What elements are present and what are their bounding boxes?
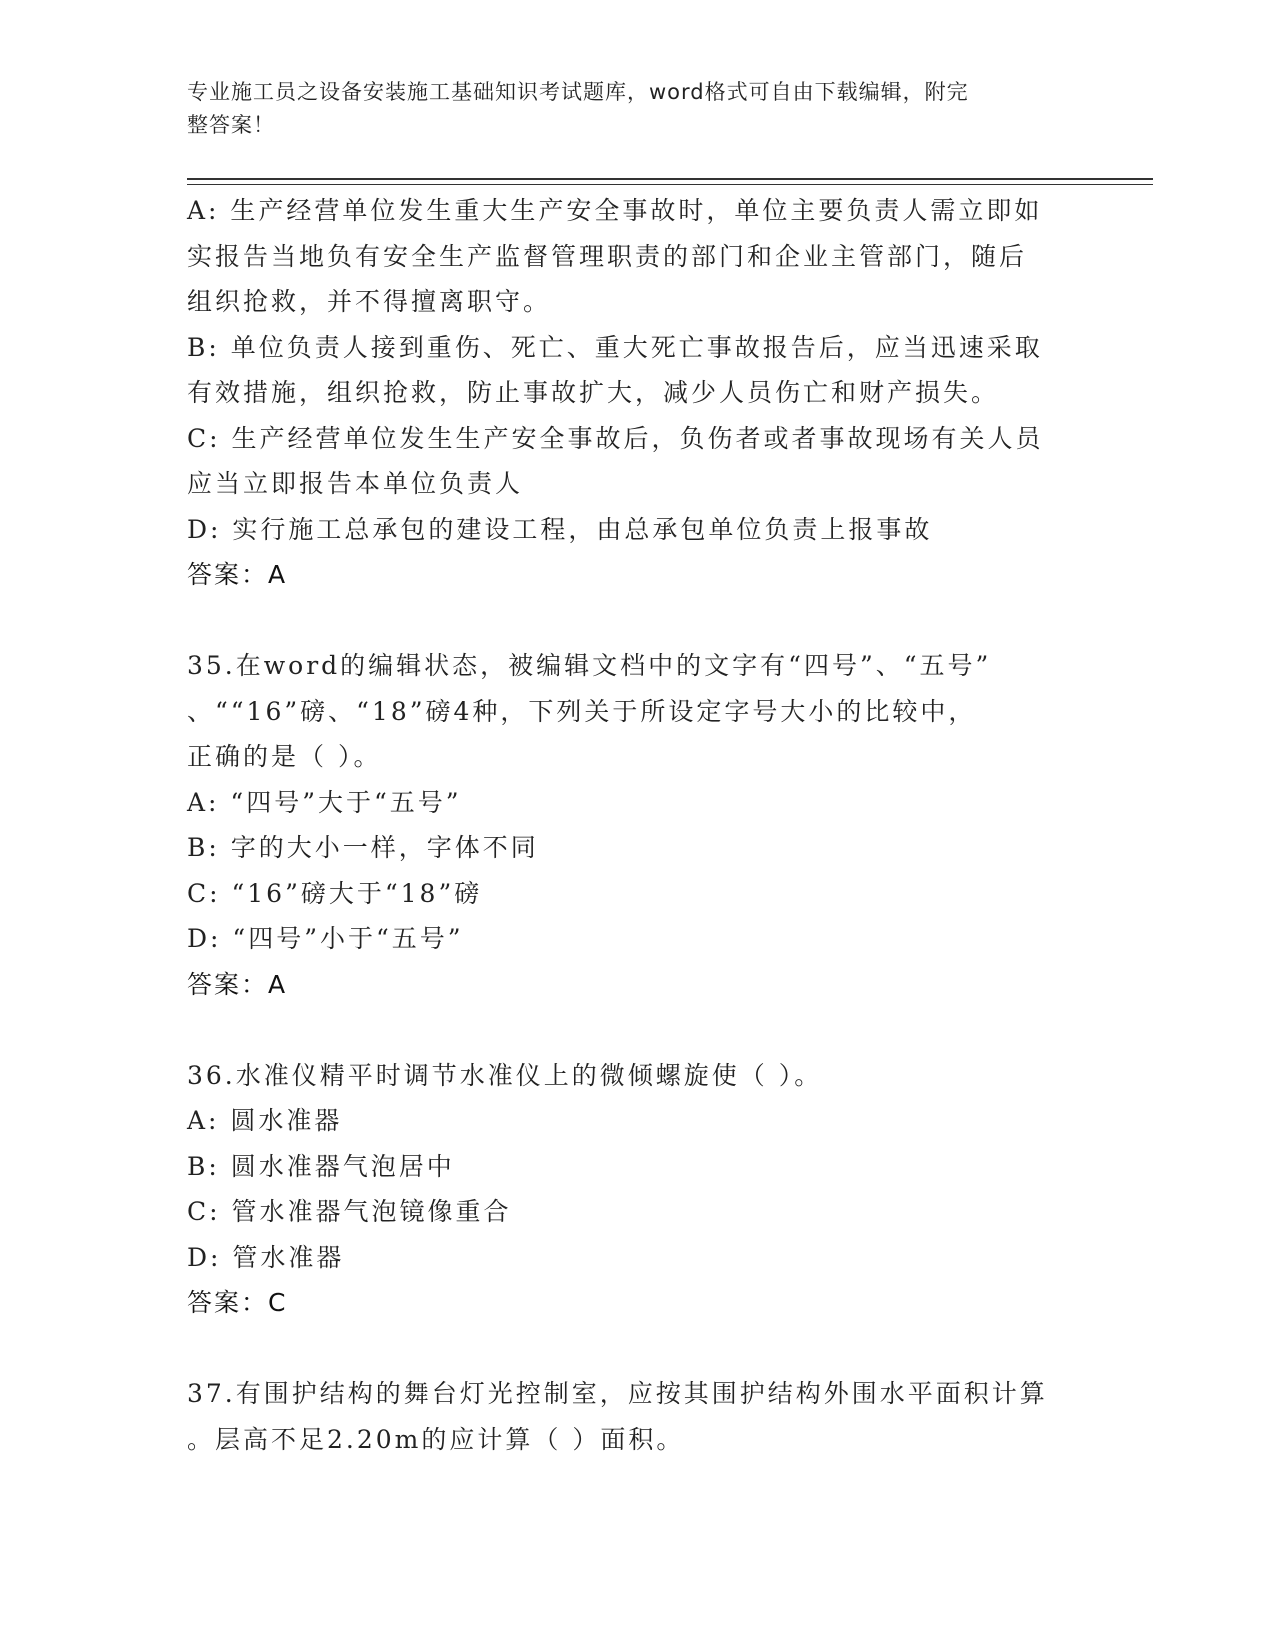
option-b-line: 有效措施，组织抢救，防止事故扩大，减少人员伤亡和财产损失。 [187,378,1000,407]
option-c: C: 管水准器气泡镜像重合 [187,1197,512,1226]
question-37 [187,1371,1087,1462]
option-c: C: “16”磅大于“18”磅 [187,878,483,908]
question-stem-line: 35.在word的编辑状态，被编辑文档中的文字有“四号”、“五号” [187,651,992,680]
question-36 [187,1053,1087,1326]
option-d: D: “四号”小于“五号” [187,924,464,953]
question-stem-line: 正确的是（ ）。 [187,742,382,771]
spacer [187,1007,1087,1053]
option-c-line: C: 生产经营单位发生生产安全事故后，负伤者或者事故现场有关人员 [187,423,1044,453]
option-b: B: 圆水准器气泡居中 [187,1151,455,1181]
option-c-line: 应当立即报告本单位负责人 [187,469,524,498]
option-a-line: 实报告当地负有安全生产监督管理职责的部门和企业主管部门，随后 [187,241,1028,271]
option-b: B: 字的大小一样，字体不同 [187,833,539,862]
question-stem-line: 37.有围护结构的舞台灯光控制室，应按其围护结构外围水平面积计算 [187,1379,1048,1408]
option-a-line: A: 生产经营单位发生重大生产安全事故时，单位主要负责人需立即如 [187,196,1043,225]
header-note-line: 专业施工员之设备安装施工基础知识考试题库，word格式可自由下载编辑，附完 [187,80,969,104]
option-b-line: B: 单位负责人接到重伤、死亡、重大死亡事故报告后，应当迅速采取 [187,332,1043,362]
answer-label: 答案：A [187,560,288,589]
question-34-options [187,188,1087,598]
header-divider-thick [187,178,1153,180]
option-a: A: “四号”大于“五号” [187,787,462,817]
question-stem-line: 36.水准仪精平时调节水准仪上的微倾螺旋使（ ）。 [187,1060,823,1090]
question-stem-line: 、““16”磅、“18”磅4种，下列关于所设定字号大小的比较中， [187,696,977,726]
question-35 [187,643,1087,1007]
option-a: A: 圆水准器 [187,1106,343,1135]
option-d: D: 管水准器 [187,1242,345,1272]
question-stem-line: 。层高不足2.20m的应计算（ ）面积。 [187,1424,685,1454]
spacer [187,1326,1087,1372]
header-note-line: 整答案！ [187,113,275,137]
spacer [187,598,1087,644]
option-d-line: D: 实行施工总承包的建设工程，由总承包单位负责上报事故 [187,514,933,544]
option-a-line: 组织抢救，并不得擅离职守。 [187,287,552,316]
header-note [187,76,1067,142]
answer-label: 答案：C [187,1288,288,1317]
answer-label: 答案：A [187,969,288,999]
document-body [187,188,1087,1462]
header-divider-thin [187,184,1153,185]
